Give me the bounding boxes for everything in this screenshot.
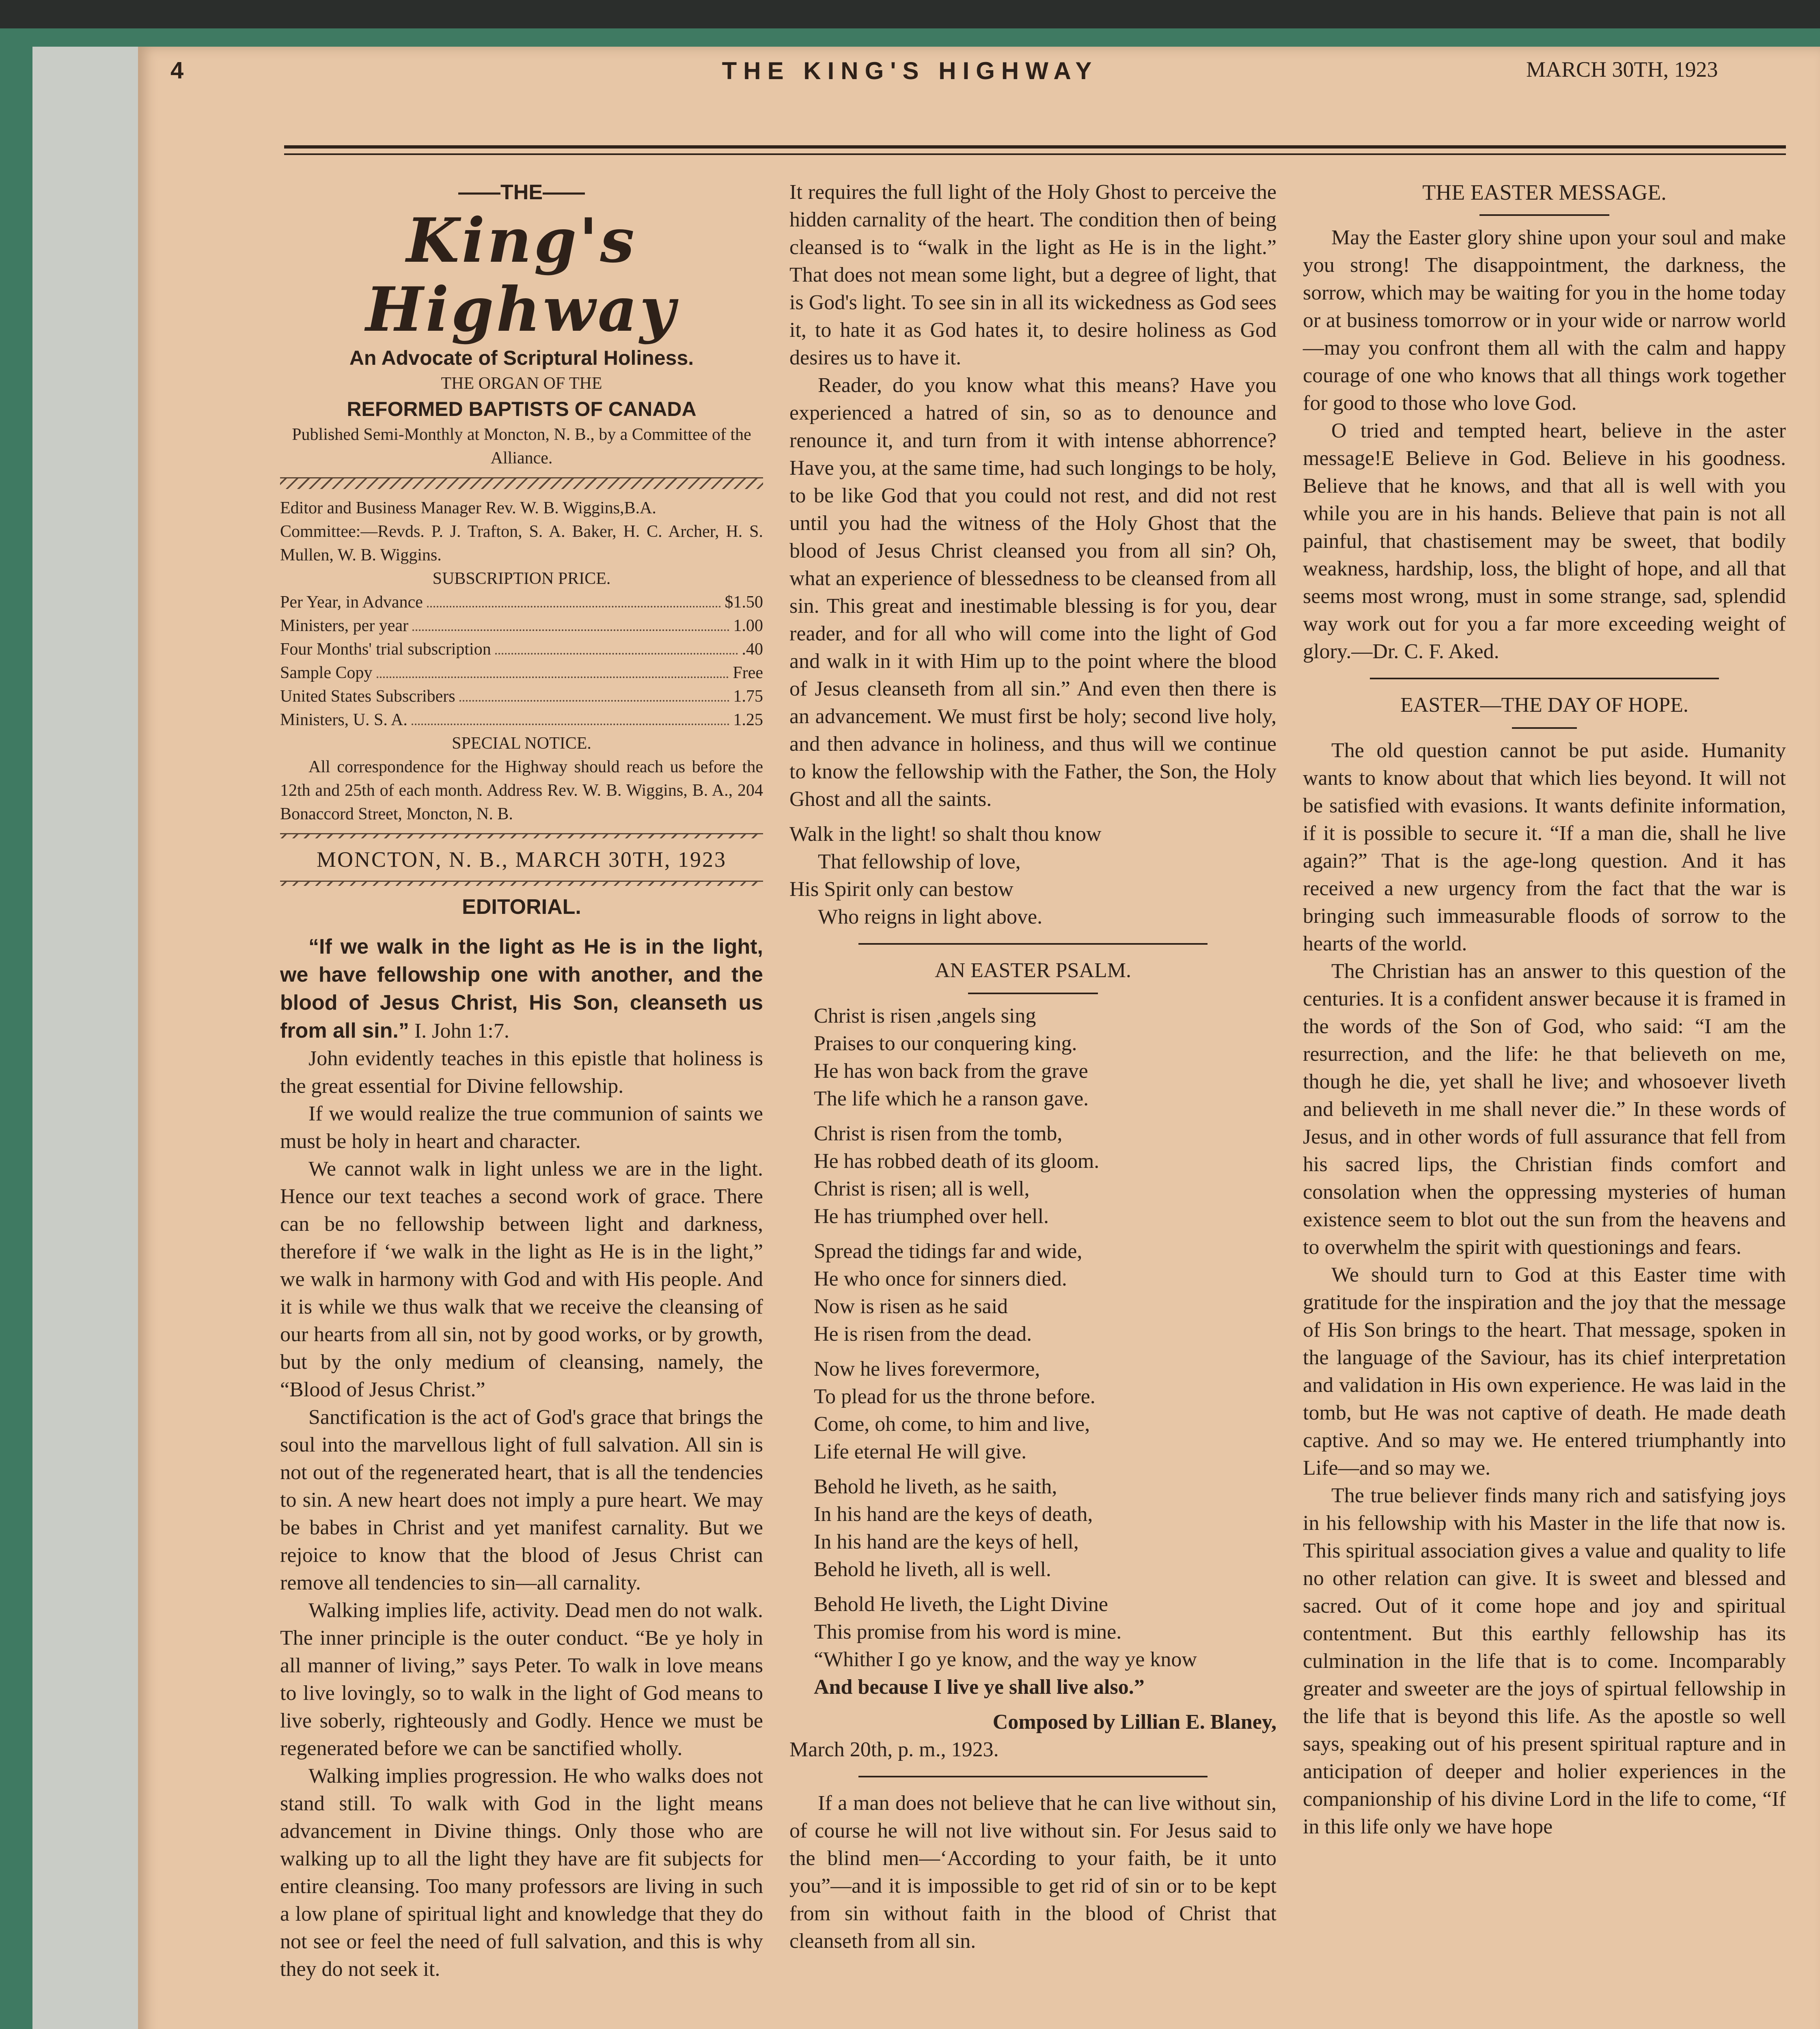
section-divider [858,943,1208,945]
editorial-heading: EDITORIAL. [462,895,581,919]
endpaper [32,47,154,2029]
easter-hope-paragraph: The true believer finds many rich and satisfying joys in his fellowship with his Master in the life that now is. This spiritual association gives a value and quality to life no other relation can give. It is sweet and blessed and sacred. Out of it come hope and joy and spiritual contentment. But this earthly fellowship has its culmination in the life that is to come. Incomparably greater and sweeter are the joys of spirtual fellowship in the life that is beyond this life. As the apostle so well says, speaking out of his present spiritual rapture and in anticipation of deeper and holier experiences in the companionship of his divine Lord in the life to come, “If in this life only we have hope [1303,1484,1786,1838]
psalm-stanza: Christ is risen ,angels sing Praises to our conquering king. He has won back from the grave The life which he a ranson gave. [814,1004,1089,1110]
dateline: MONCTON, N. B., MARCH 30TH, 1923 [316,847,727,872]
closing-verse: Walk in the light! so shalt thou know That fellowship of love, His Spirit only can bestow Who reigns in light above. [789,823,1102,928]
running-title: THE KING'S HIGHWAY [722,57,1098,84]
notice-heading: SPECIAL NOTICE. [452,734,591,753]
easter-message-paragraph: May the Easter glory shine upon your soul and make you strong! The disappointment, the darkness, the sorrow, which may be waiting for you in the home today or at business tomorrow or in your wide or narrow world—may you confront them all with the calm and happy courage of one who knows that all things work together for good to those who love God. [1303,226,1786,415]
wavy-divider [280,833,763,838]
header-rule-top [284,145,1786,149]
editorial-paragraph: John evidently teaches in this epistle that holiness is the great essential for Divine fellowship. [280,1047,763,1098]
section-divider [1370,678,1719,679]
title-underline [1479,214,1609,216]
masthead-the: ——THE—— [458,181,585,204]
price-row: Four Months' trial subscription .40 [280,638,763,661]
easter-hope-title: EASTER—THE DAY OF HOPE. [1400,694,1688,717]
psalm-date: March 20th, p. m., 1923. [789,1738,999,1761]
column-1 [280,179,763,1981]
wavy-divider [280,477,763,489]
notice-text: All correspondence for the Highway should reach us before the 12th and 25th of each month. Address Rev. W. B. Wiggins, B. A., 204 Bonaccord Street, Moncton, N. B. [280,758,763,823]
editorial-paragraph: We cannot walk in light unless we are in the light. Hence our text teaches a second work of grace. There can be no fellowship between light and darkness, therefore if ‘we walk in the light as He is in the light,” we walk in harmony with God and with His people. And it is while we thus walk that we receive the cleansing of our hearts from all sin, not by good works, or by growth, but by the only medium of cleansing, namely, the “Blood of Jesus Christ.” [280,1157,763,1401]
editorial-paragraph: Sanctification is the act of God's grace that brings the soul into the marvellous light of full salvation. All sin is not out of the regenerated heart, that is all the tendencies to sin. A new heart does not imply a pure heart. We may be babes in Christ and yet manifest carnality. But we rejoice to know that the blood of Jesus Christ can remove all tendencies to sin—all carnality. [280,1406,763,1594]
price-list [280,590,763,732]
masthead-church: REFORMED BAPTISTS OF CANADA [347,398,697,420]
psalm-stanza: Behold he liveth, as he saith, In his hand are the keys of death, In his hand are the keys of hell, Behold he liveth, all is well. [814,1475,1093,1581]
wavy-divider [280,881,763,886]
column-2 [789,179,1277,1953]
psalm-stanza: Christ is risen from the tomb, He has robbed death of its gloom. Christ is risen; all is well, He has triumphed over hell. [814,1122,1100,1228]
title-underline [968,993,1098,994]
easter-message-paragraph: O tried and tempted heart, believe in the aster message!E Believe in God. Believe in his goodness. Believe that he knows, and that all is well with you while you are in his hands. Believe that pain is not all painful, that chastisement may be sweet, that bodily weakness, hardship, loss, the blight of hope, and all that seems most wrong, must in some strange, sad, splendid way work out for you a far more exceeding weight of glory.—Dr. C. F. Aked. [1303,419,1786,663]
editorial-paragraph: Walking implies progression. He who walks does not stand still. To walk with God in the light means advancement in Divine things. Only those who are walking up to all the light they have are fit subjects for entire cleansing. Too many professors are living in such a low plane of spiritual light and knowledge that they do not see or feel the need of full salvation, and this is why they do not seek it. [280,1764,763,1981]
editorial-scripture: “If we walk in the light as He is in the light, we have fellowship one with another, and the blood of Jesus Christ, His Son, cleanseth us from all sin.” I. John 1:7. [280,935,763,1043]
editorial-paragraph: Reader, do you know what this means? Have you experienced a hatred of sin, so as to denounce and renounce it, and turn from it with intense abhorrence? Have you, at the same time, had such longings to be holy, to be like God that you could not rest, and did not rest until you had the witness of the Holy Ghost that the blood of Jesus Christ cleansed you from all sin? Oh, what an experience of blessedness to be cleansed from all sin. This great and inestimable blessing is for you, dear reader, and for all who will come into the light of God and walk in it with Him up to the point where the blood of Jesus cleanseth from all sin.” And even then there is an advancement. We must first be holy; second live holy, and then advance in holiness, and thus will we continue to know the fellowship with the Father, the Son, the Holy Ghost and all the saints. [789,374,1277,811]
easter-hope-paragraph: The Christian has an answer to this question of the centuries. It is a confident answer because it is framed in the words of the Son of God, who said: “I am the resurrection, and the life: he that believeth on me, though he die, yet shall he live; and whosoever liveth and believeth in me shall never die.” In these words of Jesus, and in other words of full assurance that fell from his sacred lips, the Christian finds comfort and consolation when the oppressing mysteries of human existence seem to blot out the sun from the heavens and to overwhelm the spirit with questionings and fears. [1303,960,1786,1259]
masthead-organ: THE ORGAN OF THE [441,374,602,393]
header-rule-bottom [284,153,1786,155]
price-row: Sample Copy Free [280,661,763,685]
price-row: United States Subscribers 1.75 [280,685,763,708]
committee-line: Committee:—Revds. P. J. Trafton, S. A. Baker, H. C. Archer, H. S. Mullen, W. B. Wiggins. [280,522,763,564]
masthead-published: Published Semi-Monthly at Moncton, N. B., by a Committee of the Alliance. [292,425,751,467]
price-row: Per Year, in Advance $1.50 [280,590,763,614]
psalm-stanza: Behold He liveth, the Light Divine This promise from his word is mine. “Whither I go ye know, and the way ye know And because I live ye shall live also.” [814,1593,1197,1699]
subscription-heading: SUBSCRIPTION PRICE. [432,569,611,588]
easter-hope-paragraph: We should turn to God at this Easter time with gratitude for the inspiration and the joy that the message of His Son brings to the heart. That message, spoken in the language of the Saviour, has its chief interpretation and validation in His own experience. He was laid in the tomb, but He was not captive of death. He made death captive. And so may we. He entered triumphantly into Life—and so may we. [1303,1263,1786,1480]
editorial-paragraph: Walking implies life, activity. Dead men do not walk. The inner principle is the outer conduct. “Be ye holy in all manner of living,” says Peter. To walk in love means to live lovingly, so to walk in the light of God means to live soberly, righteously and Godly. Hence we must be regenerated before we can be sanctified wholly. [280,1599,763,1760]
psalm-stanza: Now he lives forevermore, To plead for us the throne before. Come, oh come, to him and live, Life eternal He will give. [814,1357,1095,1463]
column-3 [1303,179,1786,1940]
page-number: 4 [170,57,184,84]
easter-hope-paragraph: The old question cannot be put aside. Humanity wants to know about that which lies beyond. It will not be satisfied with evasions. It wants definite information, if it is possible to secure it. “If a man die, shall he live again?” That is the age-long question. And it has received a new urgency from the fact that the war is bringing such immeasurable floods of sorrow to the hearts of the world. [1303,739,1786,955]
psalm-title: AN EASTER PSALM. [935,959,1131,982]
without-sin-paragraph: If a man does not believe that he can live without sin, of course he will not live without sin. For Jesus said to the blind men—‘According to your faith, be it unto you”—and it is impossible to get rid of sin or to be kept from sin without faith in the blood of Christ that cleanseth from all sin. [789,1792,1277,1953]
title-underline [1512,727,1577,729]
section-divider [858,1776,1208,1777]
masthead-tagline: An Advocate of Scriptural Holiness. [349,347,694,369]
psalm-stanza: Spread the tidings far and wide, He who once for sinners died. Now is risen as he said He is risen from the dead. [814,1240,1083,1346]
psalm-author: Composed by Lillian E. Blaney, [992,1710,1277,1734]
masthead-name: King's Highway [365,205,678,345]
price-row: Ministers, U. S. A. 1.25 [280,708,763,732]
editorial-paragraph: It requires the full light of the Holy Ghost to perceive the hidden carnality of the heart. The condition then of being cleansed is to “walk in the light as He is in the light.” That does not mean some light, but a degree of light, that is God's light. To see sin in all its wickedness as God sees it, to hate it as God hates it, to desire holiness as God desires us to have it. [789,181,1277,369]
editor-line: Editor and Business Manager Rev. W. B. Wiggins,B.A. [280,499,656,517]
price-row: Ministers, per year 1.00 [280,614,763,638]
easter-message-title: THE EASTER MESSAGE. [1422,180,1667,205]
running-date: MARCH 30TH, 1923 [1526,57,1718,82]
editorial-paragraph: If we would realize the true communion of saints we must be holy in heart and character. [280,1102,763,1153]
